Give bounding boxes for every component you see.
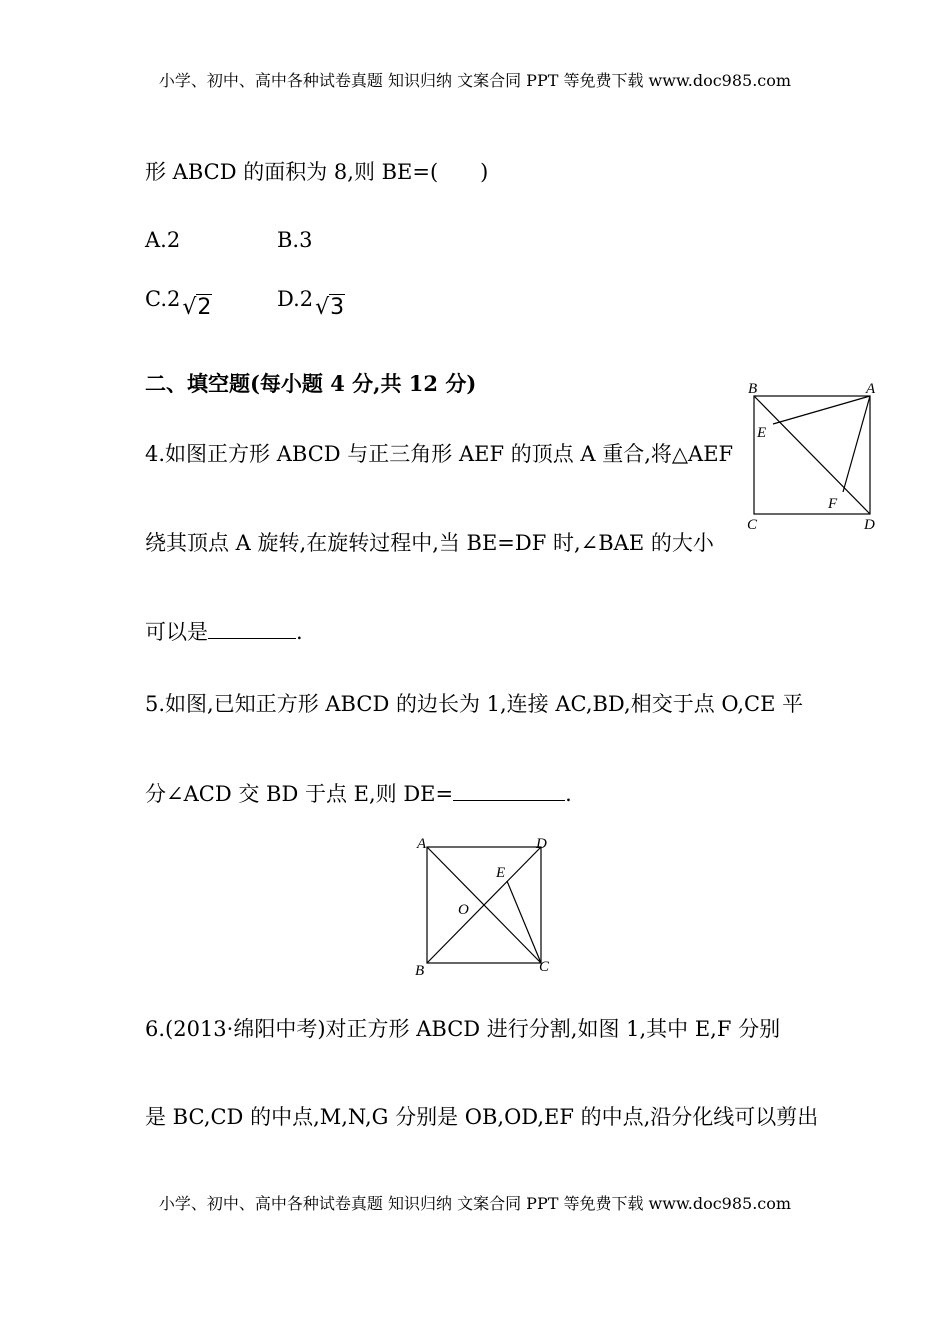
q3-option-d-prefix: D.2 (277, 287, 314, 311)
q4-label-b: B (748, 381, 758, 397)
q4-figure (740, 378, 885, 536)
q3-option-d (277, 287, 345, 320)
q4-line-2: 绕其顶点 A 旋转,在旋转过程中,当 BE=DF 时,∠BAE 的大小 (145, 531, 714, 555)
q5-line-1: 5.如图,已知正方形 ABCD 的边长为 1,连接 AC,BD,相交于点 O,CE 平 (145, 692, 804, 716)
q3-option-c-radicand: 2 (197, 295, 212, 320)
section-title: 二、填空题(每小题 4 分,共 12 分) (145, 371, 477, 396)
q5-line-2-suffix: . (565, 782, 572, 806)
page-footer: 小学、初中、高中各种试卷真题 知识归纳 文案合同 PPT 等免费下载 www.doc985.com (158, 1194, 792, 1213)
q3-option-d-radicand: 3 (330, 295, 345, 320)
q4-label-d: D (864, 517, 875, 533)
sqrt-symbol: √3 (315, 295, 345, 320)
q3-option-c-prefix: C.2 (145, 287, 181, 311)
q5-segment-ce (507, 881, 541, 963)
q5-label-c: C (539, 959, 550, 975)
q5-label-o: O (458, 902, 469, 918)
q5-line-2-prefix: 分∠ACD 交 BD 于点 E,则 DE= (145, 782, 454, 806)
q4-answer-blank[interactable] (208, 620, 296, 639)
q6-line-1: 6.(2013·绵阳中考)对正方形 ABCD 进行分割,如图 1,其中 E,F 分别 (145, 1017, 781, 1041)
q5-figure (410, 832, 560, 980)
q4-line-3-prefix: 可以是 (145, 620, 208, 644)
q3-stem: 形 ABCD 的面积为 8,则 BE=( ) (145, 160, 489, 184)
q3-option-c (145, 287, 212, 320)
q5-label-e: E (496, 865, 506, 881)
q4-line-1: 4.如图正方形 ABCD 与正三角形 AEF 的顶点 A 重合,将△AEF (145, 442, 734, 466)
q4-line-3 (145, 616, 303, 646)
q4-diagonal-bd (754, 396, 870, 514)
q5-line-2 (145, 778, 572, 808)
q5-label-a: A (417, 836, 427, 852)
q4-label-f: F (828, 496, 838, 512)
q5-label-b: B (415, 963, 425, 979)
q4-segment-af (843, 396, 870, 492)
q4-segment-ae (773, 396, 870, 424)
q3-option-b: B.3 (277, 228, 313, 252)
q5-label-d: D (536, 836, 547, 852)
q5-answer-blank[interactable] (453, 782, 565, 801)
q4-label-e: E (757, 425, 767, 441)
q4-label-c: C (747, 517, 758, 533)
q4-line-3-suffix: . (296, 620, 303, 644)
q6-line-2: 是 BC,CD 的中点,M,N,G 分别是 OB,OD,EF 的中点,沿分化线可以剪出 (145, 1105, 819, 1129)
q4-label-a: A (866, 381, 876, 397)
page-header: 小学、初中、高中各种试卷真题 知识归纳 文案合同 PPT 等免费下载 www.doc985.com (158, 71, 792, 90)
sqrt-symbol: √2 (182, 295, 212, 320)
q3-option-a: A.2 (145, 228, 181, 252)
